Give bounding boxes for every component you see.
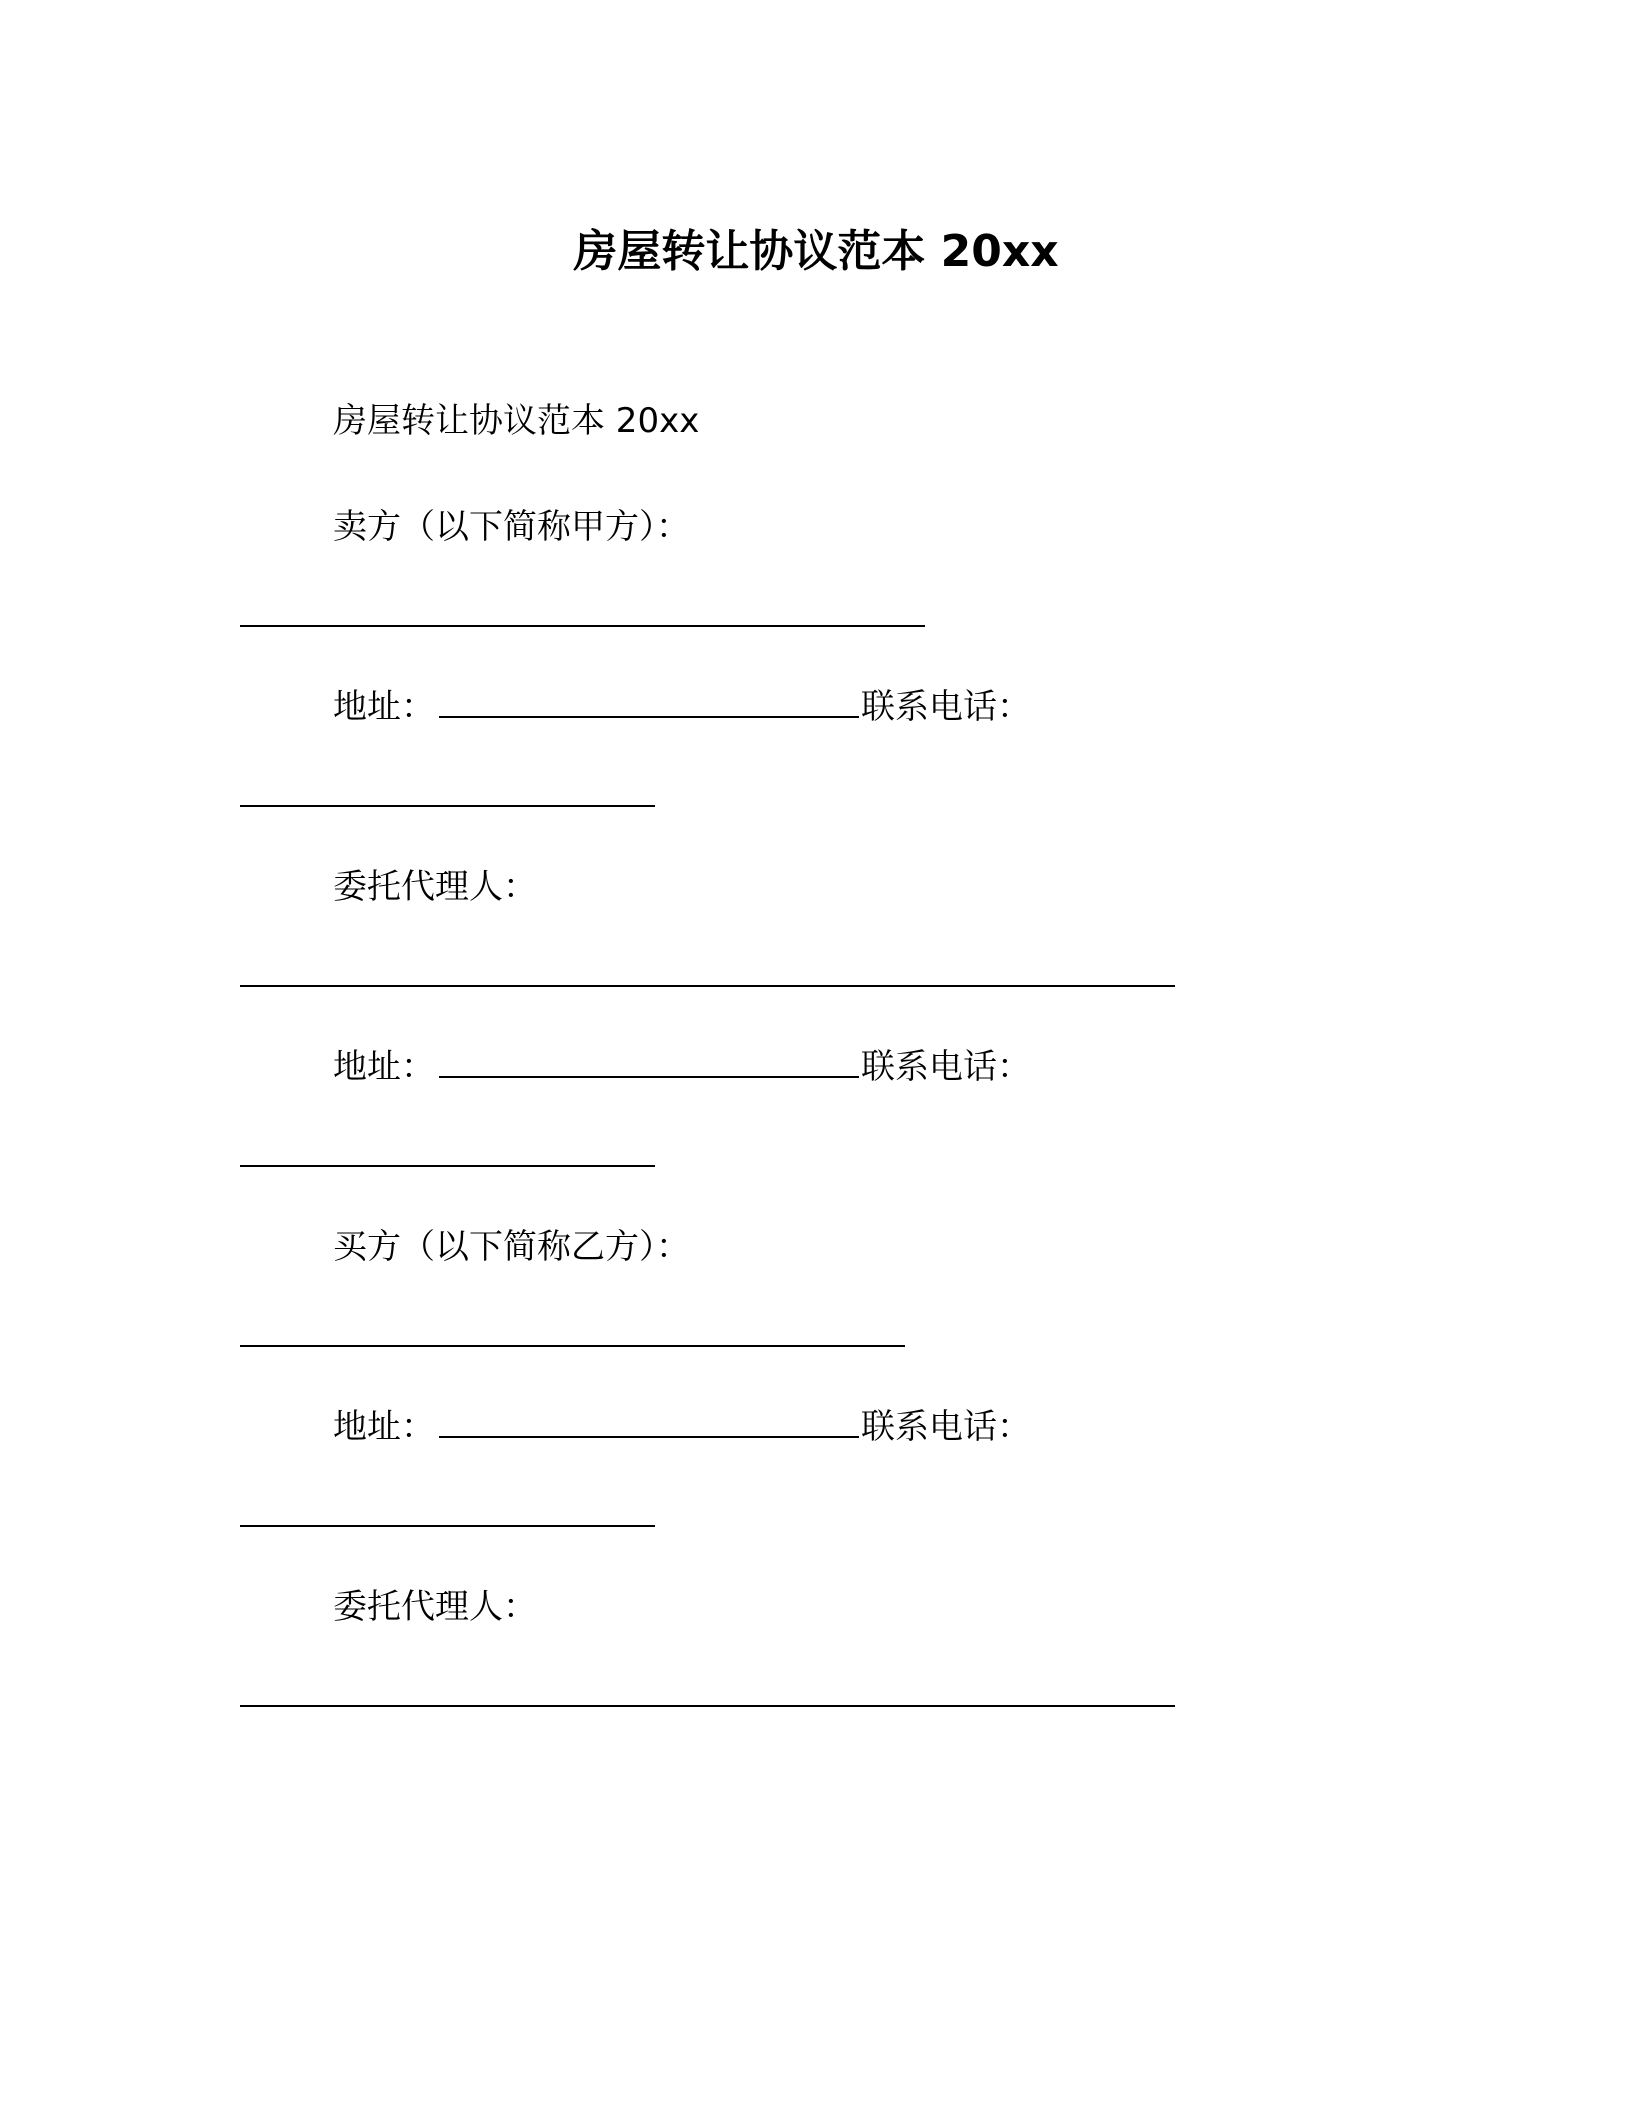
- party-a-agent-address-label: 地址：: [333, 1047, 435, 1087]
- party-a-agent-address-blank: [439, 1076, 859, 1078]
- party-a-agent-label: 委托代理人：: [333, 867, 537, 907]
- party-b-phone-blank: [240, 1525, 655, 1527]
- party-a-address-blank: [439, 716, 859, 718]
- party-b-agent-blank: [240, 1705, 1175, 1707]
- party-a-heading: 卖方（以下简称甲方）：: [333, 507, 690, 547]
- party-a-address-row: [333, 684, 1031, 730]
- party-b-name-blank: [240, 1345, 905, 1347]
- party-a-agent-phone-label: 联系电话：: [861, 1047, 1031, 1087]
- party-a-agent-phone-blank: [240, 1165, 655, 1167]
- party-b-agent-label: 委托代理人：: [333, 1587, 537, 1627]
- party-a-name-blank: [240, 625, 925, 627]
- party-b-heading: 买方（以下简称乙方）：: [333, 1227, 690, 1267]
- document-title: 房屋转让协议范本 20xx: [573, 226, 1059, 277]
- party-b-address-label: 地址：: [333, 1407, 435, 1447]
- party-b-address-blank: [439, 1436, 859, 1438]
- party-a-phone-label: 联系电话：: [861, 687, 1031, 727]
- party-b-phone-label: 联系电话：: [861, 1407, 1031, 1447]
- party-a-phone-blank: [240, 805, 655, 807]
- party-a-agent-address-row: [333, 1044, 1031, 1090]
- party-a-address-label: 地址：: [333, 687, 435, 727]
- party-a-agent-blank: [240, 985, 1175, 987]
- party-b-address-row: [333, 1404, 1031, 1450]
- document-subtitle: 房屋转让协议范本 20xx: [333, 401, 700, 441]
